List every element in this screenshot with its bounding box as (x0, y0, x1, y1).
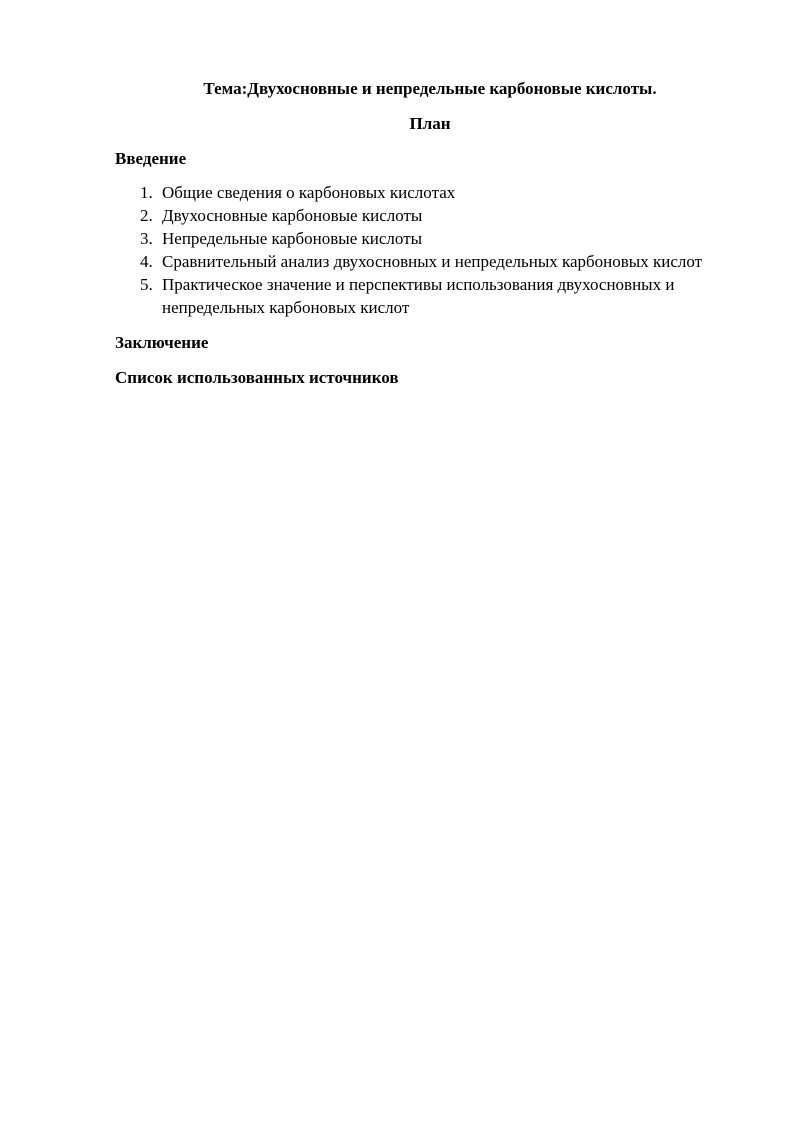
plan-item-text: Непредельные карбоновые кислоты (162, 229, 423, 248)
plan-item-number: 4. (140, 252, 153, 271)
plan-item-text: Практическое значение и перспективы использования двухосновных и непредельных карбоновых кислот (162, 275, 675, 317)
plan-item (140, 204, 745, 227)
plan-item-number: 2. (140, 206, 153, 225)
plan-item (140, 250, 745, 273)
sources-heading: Список использованных источников (115, 368, 399, 387)
plan-item-number: 5. (140, 275, 153, 294)
plan-item-text: Двухосновные карбоновые кислоты (162, 206, 423, 225)
conclusion-heading: Заключение (115, 333, 209, 352)
plan-item (140, 227, 745, 250)
intro-heading: Введение (115, 149, 187, 168)
plan-item (140, 181, 745, 204)
plan-list (115, 181, 745, 319)
plan-item-text: Общие сведения о карбоновых кислотах (162, 183, 456, 202)
document-title: Тема:Двухосновные и непредельные карбоновые кислоты. (203, 79, 657, 98)
plan-heading: План (409, 114, 451, 133)
plan-item-number: 3. (140, 229, 153, 248)
plan-item-number: 1. (140, 183, 153, 202)
plan-item (140, 273, 745, 319)
document-content (115, 77, 745, 389)
plan-item-text: Сравнительный анализ двухосновных и непредельных карбоновых кислот (162, 252, 703, 271)
